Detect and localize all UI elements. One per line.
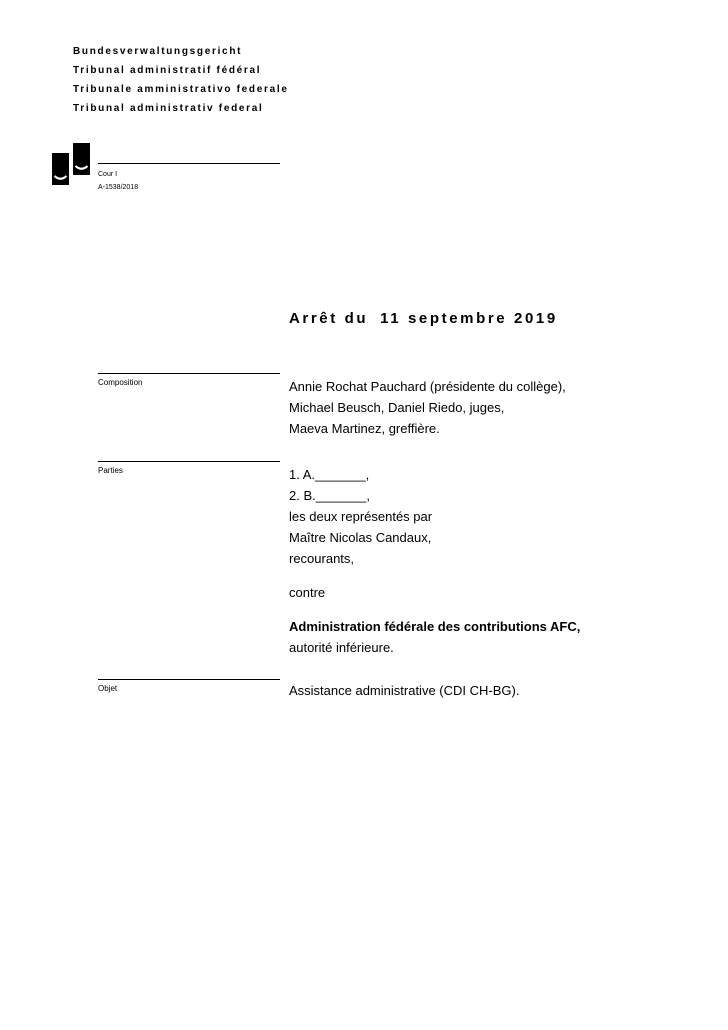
composition-body (289, 376, 566, 439)
subject-body (289, 680, 519, 701)
subject-text: Assistance administrative (CDI CH-BG). (289, 683, 520, 698)
versus-text: contre (289, 585, 326, 600)
appellant-line: 1. A._______, (289, 467, 370, 482)
court-name-de: Bundesverwaltungsgericht (73, 46, 243, 57)
composition-line: Michael Beusch, Daniel Riedo, juges, (289, 400, 505, 415)
court-name-it: Tribunale amministrativo federale (73, 84, 289, 95)
parties-body (289, 464, 580, 658)
court-name-rm: Tribunal administrativ federal (73, 103, 264, 114)
appellant-line: recourants, (289, 551, 355, 566)
composition-label: Composition (98, 378, 143, 387)
title-prefix: Arrêt du (289, 310, 369, 327)
appellant-line: Maître Nicolas Candaux, (289, 530, 432, 545)
court-name-fr: Tribunal administratif fédéral (73, 65, 262, 76)
header-divider (98, 163, 280, 164)
subject-divider (98, 679, 280, 680)
case-number: A-1538/2018 (98, 184, 139, 191)
parties-divider (98, 461, 280, 462)
appellant-line: les deux représentés par (289, 509, 433, 524)
composition-line: Annie Rochat Pauchard (présidente du collège), (289, 379, 566, 394)
court-names (73, 42, 289, 118)
appellant-line: 2. B._______, (289, 488, 370, 503)
case-meta (98, 168, 138, 194)
respondent-name: Administration fédérale des contributions AFC, (289, 619, 581, 634)
composition-line: Maeva Martinez, greffière. (289, 421, 440, 436)
judgment-title (289, 310, 558, 327)
judgment-date: 11 septembre 2019 (380, 310, 558, 327)
court-logo-icon (52, 143, 92, 185)
subject-label: Objet (98, 684, 118, 693)
court-division: Cour I (98, 171, 118, 178)
respondent-role: autorité inférieure. (289, 640, 394, 655)
composition-divider (98, 373, 280, 374)
parties-label: Parties (98, 466, 123, 475)
